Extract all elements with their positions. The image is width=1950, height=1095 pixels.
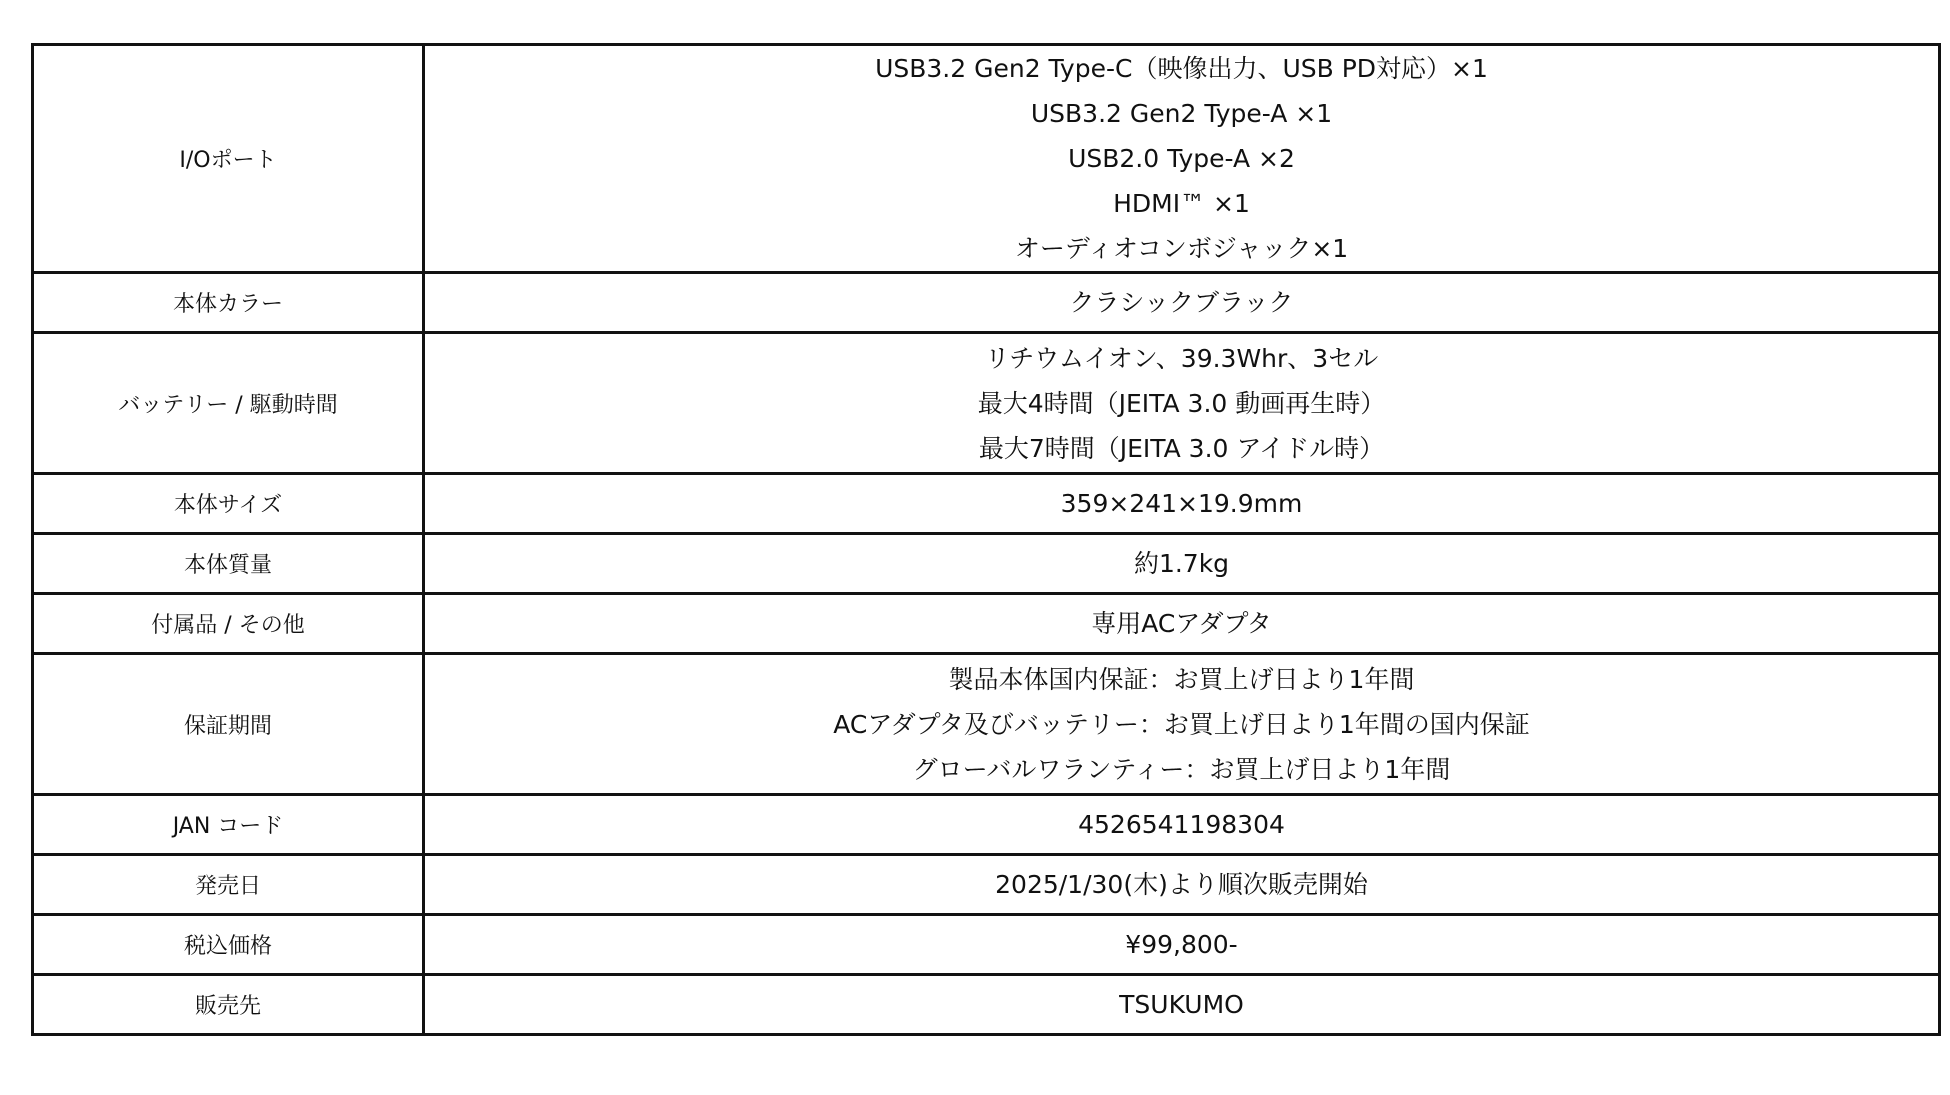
- spec-row-release-date: [33, 855, 1940, 915]
- value-line: ¥99,800-: [1125, 930, 1238, 959]
- row-label: 発売日: [33, 855, 424, 915]
- row-label: JAN コード: [33, 795, 424, 855]
- value-line: オーディオコンボジャック×1: [1014, 234, 1349, 263]
- row-label: 本体サイズ: [33, 474, 424, 534]
- row-value: [424, 915, 1940, 975]
- spec-row-retailer: [33, 975, 1940, 1035]
- row-label: 本体カラー: [33, 273, 424, 333]
- value-line: 製品本体国内保証：お買上げ日より1年間: [948, 664, 1415, 694]
- spec-row-jan-code: [33, 795, 1940, 855]
- row-label: I/Oポート: [33, 45, 424, 273]
- row-value: [424, 975, 1940, 1035]
- row-value: [424, 45, 1940, 273]
- value-line: 4526541198304: [1078, 810, 1285, 839]
- value-line: 2025/1/30(木)より順次販売開始: [995, 870, 1368, 899]
- row-value: [424, 534, 1940, 594]
- spec-row-accessories: [33, 594, 1940, 654]
- spec-row-price: [33, 915, 1940, 975]
- spec-row-battery: [33, 333, 1940, 474]
- row-value: [424, 333, 1940, 474]
- spec-row-weight: [33, 534, 1940, 594]
- spec-table: [31, 43, 1941, 1036]
- value-line: USB2.0 Type-A ×2: [1068, 144, 1295, 173]
- value-line: クラシックブラック: [1069, 288, 1294, 317]
- value-line: 最大4時間（JEITA 3.0 動画再生時）: [977, 388, 1386, 418]
- value-line: 最大7時間（JEITA 3.0 アイドル時）: [978, 433, 1385, 463]
- row-value: [424, 855, 1940, 915]
- row-value: [424, 795, 1940, 855]
- spec-row-size: [33, 474, 1940, 534]
- value-line: USB3.2 Gen2 Type-A ×1: [1030, 99, 1333, 128]
- value-line: グローバルワランティー：お買上げ日より1年間: [912, 754, 1451, 784]
- value-line: HDMI™ ×1: [1113, 189, 1250, 218]
- value-line: リチウムイオン、39.3Whr、3セル: [984, 343, 1379, 373]
- row-value: [424, 273, 1940, 333]
- value-line: TSUKUMO: [1119, 990, 1244, 1019]
- value-line: USB3.2 Gen2 Type-C（映像出力、USB PD対応）×1: [875, 54, 1488, 83]
- row-label: 税込価格: [33, 915, 424, 975]
- spec-row-warranty: [33, 654, 1940, 795]
- row-label: 付属品 / その他: [33, 594, 424, 654]
- value-line: 約1.7kg: [1133, 549, 1230, 578]
- value-line: 専用ACアダプタ: [1091, 609, 1272, 638]
- spec-row-color: [33, 273, 1940, 333]
- value-line: ACアダプタ及びバッテリー：お買上げ日より1年間の国内保証: [833, 709, 1530, 739]
- value-line: 359×241×19.9mm: [1060, 489, 1303, 518]
- row-label: バッテリー / 駆動時間: [33, 333, 424, 474]
- row-value: [424, 654, 1940, 795]
- row-value: [424, 474, 1940, 534]
- row-label: 販売先: [33, 975, 424, 1035]
- row-value: [424, 594, 1940, 654]
- spec-row-io-ports: [33, 45, 1940, 273]
- row-label: 本体質量: [33, 534, 424, 594]
- row-label: 保証期間: [33, 654, 424, 795]
